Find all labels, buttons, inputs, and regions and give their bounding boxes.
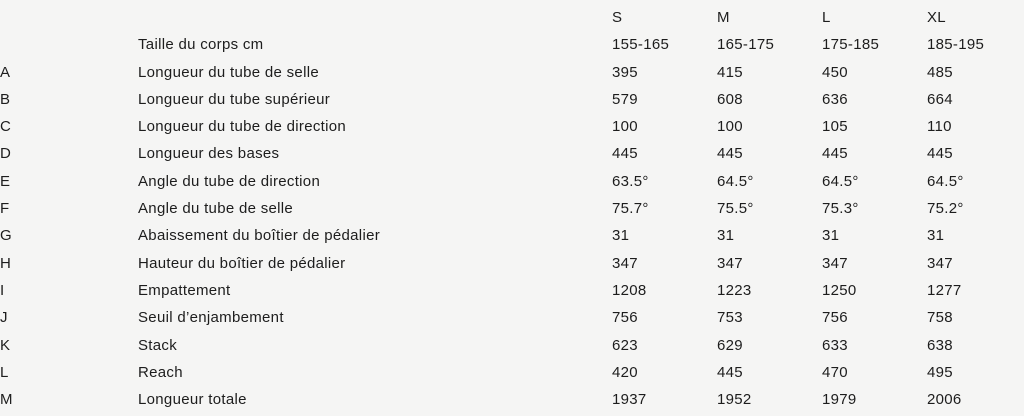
row-value: 638 [927, 336, 953, 354]
row-label: Longueur du tube de selle [138, 63, 319, 81]
geometry-row [0, 386, 1024, 413]
row-letter: B [0, 90, 11, 108]
row-value: 1937 [612, 391, 647, 409]
geometry-row [0, 168, 1024, 195]
row-value: 445 [927, 145, 953, 163]
row-value: 758 [927, 309, 953, 327]
row-value: 445 [717, 145, 743, 163]
geometry-row [0, 359, 1024, 386]
row-label: Longueur du tube de direction [138, 118, 347, 136]
row-value: 1277 [927, 281, 962, 299]
row-value: 756 [612, 309, 638, 327]
row-letter: I [0, 281, 5, 299]
geometry-table-body [0, 59, 1024, 414]
row-label: Angle du tube de selle [138, 200, 294, 218]
row-value: 633 [822, 336, 848, 354]
row-value: 445 [612, 145, 638, 163]
row-value: 75.3° [822, 200, 859, 218]
size-column-header-l: L [822, 9, 831, 26]
row-value: 105 [822, 118, 848, 136]
row-value: 31 [717, 227, 735, 245]
row-letter: H [0, 254, 12, 272]
row-value: 756 [822, 309, 848, 327]
empty-cell [0, 4, 138, 31]
geometry-row [0, 222, 1024, 249]
row-value: 579 [612, 90, 638, 108]
geometry-row [0, 140, 1024, 167]
row-value: 664 [927, 90, 953, 108]
row-value: 347 [927, 254, 953, 272]
row-letter: M [0, 391, 13, 409]
row-value: 1223 [717, 281, 752, 299]
row-label: Longueur totale [138, 391, 247, 409]
geometry-row [0, 304, 1024, 331]
row-letter: K [0, 336, 11, 354]
row-label: Angle du tube de direction [138, 172, 321, 190]
row-value: 347 [822, 254, 848, 272]
row-value: 1208 [612, 281, 647, 299]
body-size-row [0, 31, 1024, 58]
row-value: 1979 [822, 391, 857, 409]
row-value: 100 [612, 118, 638, 136]
body-size-label: Taille du corps cm [138, 36, 264, 54]
size-column-header-xl: XL [927, 9, 946, 26]
row-value: 450 [822, 63, 848, 81]
row-value: 31 [822, 227, 840, 245]
size-column-header-s: S [612, 9, 623, 26]
empty-cell [0, 31, 138, 58]
row-label: Longueur du tube supérieur [138, 90, 331, 108]
body-size-range-xl: 185-195 [927, 36, 985, 54]
row-letter: F [0, 200, 10, 218]
row-value: 445 [822, 145, 848, 163]
row-letter: E [0, 172, 11, 190]
row-letter: C [0, 118, 12, 136]
row-value: 31 [927, 227, 945, 245]
row-value: 445 [717, 363, 743, 381]
row-label: Stack [138, 336, 178, 354]
empty-cell [138, 4, 612, 31]
row-value: 420 [612, 363, 638, 381]
row-value: 64.5° [822, 172, 859, 190]
row-value: 75.2° [927, 200, 964, 218]
row-value: 2006 [927, 391, 962, 409]
size-column-header-m: M [717, 9, 730, 26]
row-value: 395 [612, 63, 638, 81]
row-label: Abaissement du boîtier de pédalier [138, 227, 381, 245]
row-value: 64.5° [927, 172, 964, 190]
row-value: 495 [927, 363, 953, 381]
row-value: 110 [927, 118, 952, 136]
row-value: 636 [822, 90, 848, 108]
row-letter: D [0, 145, 12, 163]
row-value: 75.5° [717, 200, 754, 218]
row-value: 1952 [717, 391, 752, 409]
geometry-row [0, 277, 1024, 304]
row-value: 1250 [822, 281, 857, 299]
row-value: 753 [717, 309, 743, 327]
row-value: 470 [822, 363, 848, 381]
row-label: Seuil d’enjambement [138, 309, 284, 327]
row-label: Empattement [138, 281, 231, 299]
row-letter: A [0, 63, 11, 81]
row-label: Longueur des bases [138, 145, 280, 163]
row-letter: J [0, 309, 8, 327]
row-value: 623 [612, 336, 638, 354]
geometry-row [0, 250, 1024, 277]
body-size-range-s: 155-165 [612, 36, 670, 54]
row-value: 415 [717, 63, 743, 81]
row-letter: L [0, 363, 9, 381]
row-value: 100 [717, 118, 743, 136]
geometry-row [0, 86, 1024, 113]
body-size-range-m: 165-175 [717, 36, 775, 54]
row-value: 347 [612, 254, 638, 272]
body-size-range-l: 175-185 [822, 36, 880, 54]
row-value: 629 [717, 336, 743, 354]
row-value: 64.5° [717, 172, 754, 190]
row-label: Hauteur du boîtier de pédalier [138, 254, 346, 272]
geometry-row [0, 195, 1024, 222]
row-letter: G [0, 227, 12, 245]
row-value: 75.7° [612, 200, 649, 218]
geometry-table [0, 4, 1024, 413]
geometry-row [0, 332, 1024, 359]
row-value: 31 [612, 227, 630, 245]
row-value: 608 [717, 90, 743, 108]
geometry-row [0, 113, 1024, 140]
row-value: 485 [927, 63, 953, 81]
size-header-row [0, 4, 1024, 31]
row-label: Reach [138, 363, 183, 381]
geometry-row [0, 59, 1024, 86]
row-value: 347 [717, 254, 743, 272]
row-value: 63.5° [612, 172, 649, 190]
